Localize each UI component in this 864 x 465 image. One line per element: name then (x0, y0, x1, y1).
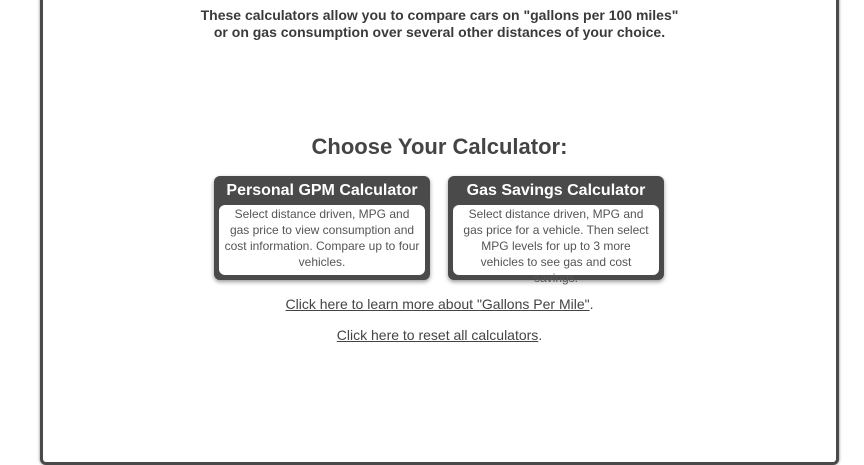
intro-text (40, 7, 839, 41)
intro-line-2: or on gas consumption over several other distances of your choice. (213, 24, 666, 40)
learn-more-line (40, 296, 839, 312)
savings-calculator-title: Gas Savings Calculator (466, 182, 646, 199)
learn-more-period: . (589, 296, 594, 312)
learn-more-link[interactable]: Click here to learn more about "Gallons Per Mile" (285, 296, 590, 312)
reset-period: . (538, 327, 543, 343)
content-frame (40, 0, 839, 465)
savings-calculator-description: Select distance driven, MPG and gas price for a vehicle. Then select MPG levels for up to 3 more vehicles to see gas and cost savings. (453, 205, 659, 275)
personal-calculator-title: Personal GPM Calculator (226, 182, 418, 199)
gas-savings-calculator-button[interactable] (448, 176, 664, 285)
reset-line (40, 327, 839, 343)
reset-calculators-link[interactable]: Click here to reset all calculators (336, 327, 539, 343)
page-heading: Choose Your Calculator: (311, 134, 568, 159)
intro-line-1: These calculators allow you to compare cars on "gallons per 100 miles" (200, 7, 679, 23)
personal-gpm-calculator-button[interactable] (214, 176, 430, 280)
personal-calculator-description: Select distance driven, MPG and gas price to view consumption and cost information. Compare up to four vehicles. (219, 205, 425, 275)
